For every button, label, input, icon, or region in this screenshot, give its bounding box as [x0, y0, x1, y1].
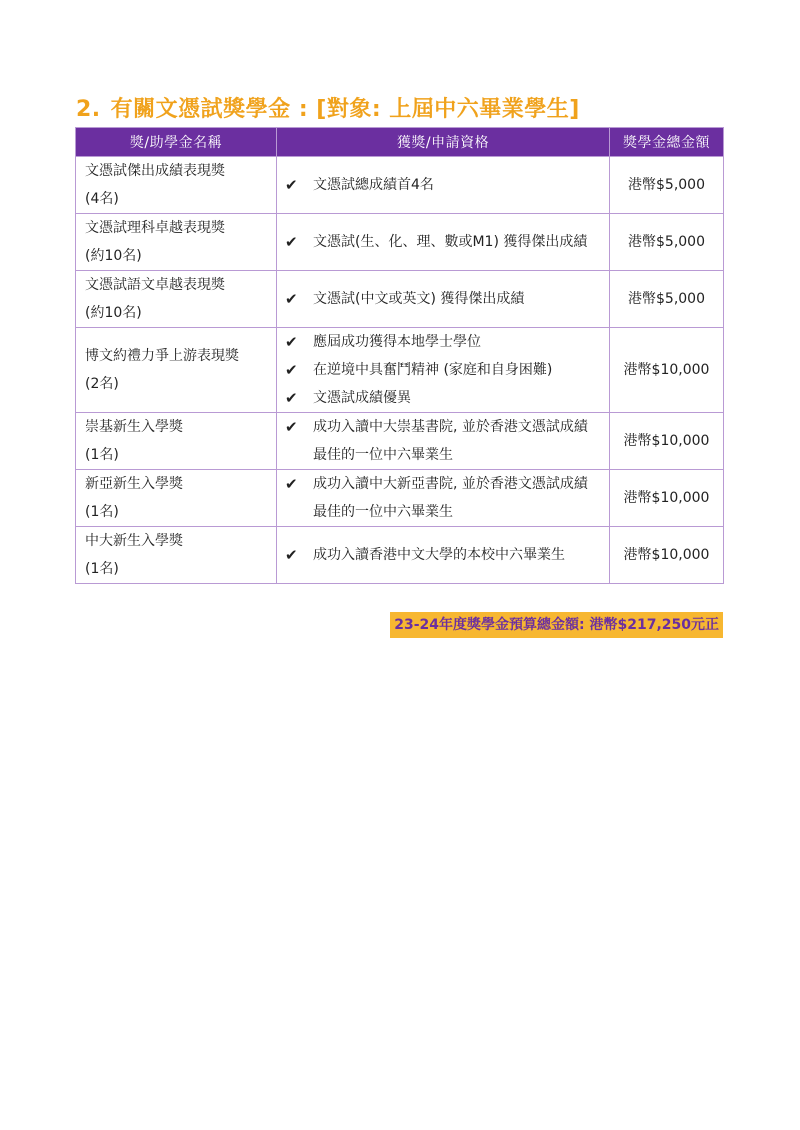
- award-name-cell: [76, 328, 277, 413]
- table-row: [76, 328, 724, 413]
- header-requirements: 獲獎/申請資格: [277, 128, 610, 157]
- requirement-text: 在逆境中具奮鬥精神 (家庭和自身困難): [313, 362, 553, 378]
- award-amount: 港幣$5,000: [610, 157, 724, 214]
- check-icon: ✔: [285, 389, 298, 407]
- requirements-cell: [277, 470, 610, 527]
- budget-total: 23-24年度獎學金預算總金額: 港幣$217,250元正: [390, 612, 723, 638]
- award-amount: 港幣$5,000: [610, 271, 724, 328]
- requirement-item: [285, 384, 601, 412]
- award-name: 文憑試理科卓越表現獎: [85, 220, 225, 236]
- section-number: 2.: [76, 97, 101, 122]
- requirement-text: 文憑試(中文或英文) 獲得傑出成績: [313, 291, 525, 307]
- requirement-text: 成功入讀香港中文大學的本校中六畢業生: [313, 547, 565, 563]
- requirement-item: [285, 228, 601, 256]
- requirements-cell: [277, 413, 610, 470]
- award-name: 文憑試傑出成績表現獎: [85, 163, 225, 179]
- section-title: [76, 92, 580, 123]
- requirement-text: 應屆成功獲得本地學士學位: [313, 334, 481, 350]
- requirements-cell: [277, 214, 610, 271]
- award-quota: (1名): [85, 561, 119, 577]
- requirement-text: 成功入讀中大新亞書院, 並於香港文憑試成績最佳的一位中六畢業生: [313, 476, 588, 520]
- award-quota: (約10名): [85, 305, 142, 321]
- check-icon: ✔: [285, 290, 298, 308]
- award-name-cell: [76, 413, 277, 470]
- requirement-text: 成功入讀中大崇基書院, 並於香港文憑試成績最佳的一位中六畢業生: [313, 419, 588, 463]
- requirements-cell: [277, 157, 610, 214]
- requirement-text: 文憑試總成績首4名: [313, 177, 434, 193]
- requirements-cell: [277, 527, 610, 584]
- section-heading: 有關文憑試獎學金 : [對象: 上屆中六畢業學生]: [110, 97, 580, 122]
- table-row: [76, 157, 724, 214]
- table-header-row: [76, 128, 724, 157]
- requirement-item: [285, 171, 601, 199]
- award-amount: 港幣$10,000: [610, 470, 724, 527]
- requirement-item: [285, 328, 601, 356]
- award-name: 文憑試語文卓越表現獎: [85, 277, 225, 293]
- award-name-cell: [76, 527, 277, 584]
- header-name: 獎/助學金名稱: [76, 128, 277, 157]
- check-icon: ✔: [285, 361, 298, 379]
- requirement-item: [285, 541, 601, 569]
- requirement-item: [285, 413, 601, 469]
- requirements-cell: [277, 271, 610, 328]
- award-name: 中大新生入學獎: [85, 533, 183, 549]
- table-row: [76, 413, 724, 470]
- award-quota: (1名): [85, 504, 119, 520]
- award-amount: 港幣$10,000: [610, 328, 724, 413]
- header-amount: 獎學金總金額: [610, 128, 724, 157]
- table-row: [76, 470, 724, 527]
- requirement-text: 文憑試成績優異: [313, 390, 411, 406]
- award-name-cell: [76, 214, 277, 271]
- award-amount: 港幣$10,000: [610, 527, 724, 584]
- check-icon: ✔: [285, 475, 298, 493]
- award-name: 博文約禮力爭上游表現獎: [85, 348, 239, 364]
- check-icon: ✔: [285, 418, 298, 436]
- check-icon: ✔: [285, 333, 298, 351]
- requirement-text: 文憑試(生、化、理、數或M1) 獲得傑出成績: [313, 234, 588, 250]
- award-name-cell: [76, 470, 277, 527]
- table-row: [76, 271, 724, 328]
- requirement-item: [285, 285, 601, 313]
- award-amount: 港幣$5,000: [610, 214, 724, 271]
- award-name: 新亞新生入學獎: [85, 476, 183, 492]
- scholarship-table: [75, 127, 724, 584]
- check-icon: ✔: [285, 176, 298, 194]
- award-amount: 港幣$10,000: [610, 413, 724, 470]
- requirements-cell: [277, 328, 610, 413]
- requirement-item: [285, 470, 601, 526]
- award-quota: (1名): [85, 447, 119, 463]
- table-row: [76, 527, 724, 584]
- table-row: [76, 214, 724, 271]
- award-quota: (4名): [85, 191, 119, 207]
- award-name: 崇基新生入學獎: [85, 419, 183, 435]
- award-name-cell: [76, 271, 277, 328]
- requirement-item: [285, 356, 601, 384]
- check-icon: ✔: [285, 233, 298, 251]
- award-quota: (約10名): [85, 248, 142, 264]
- award-quota: (2名): [85, 376, 119, 392]
- award-name-cell: [76, 157, 277, 214]
- check-icon: ✔: [285, 546, 298, 564]
